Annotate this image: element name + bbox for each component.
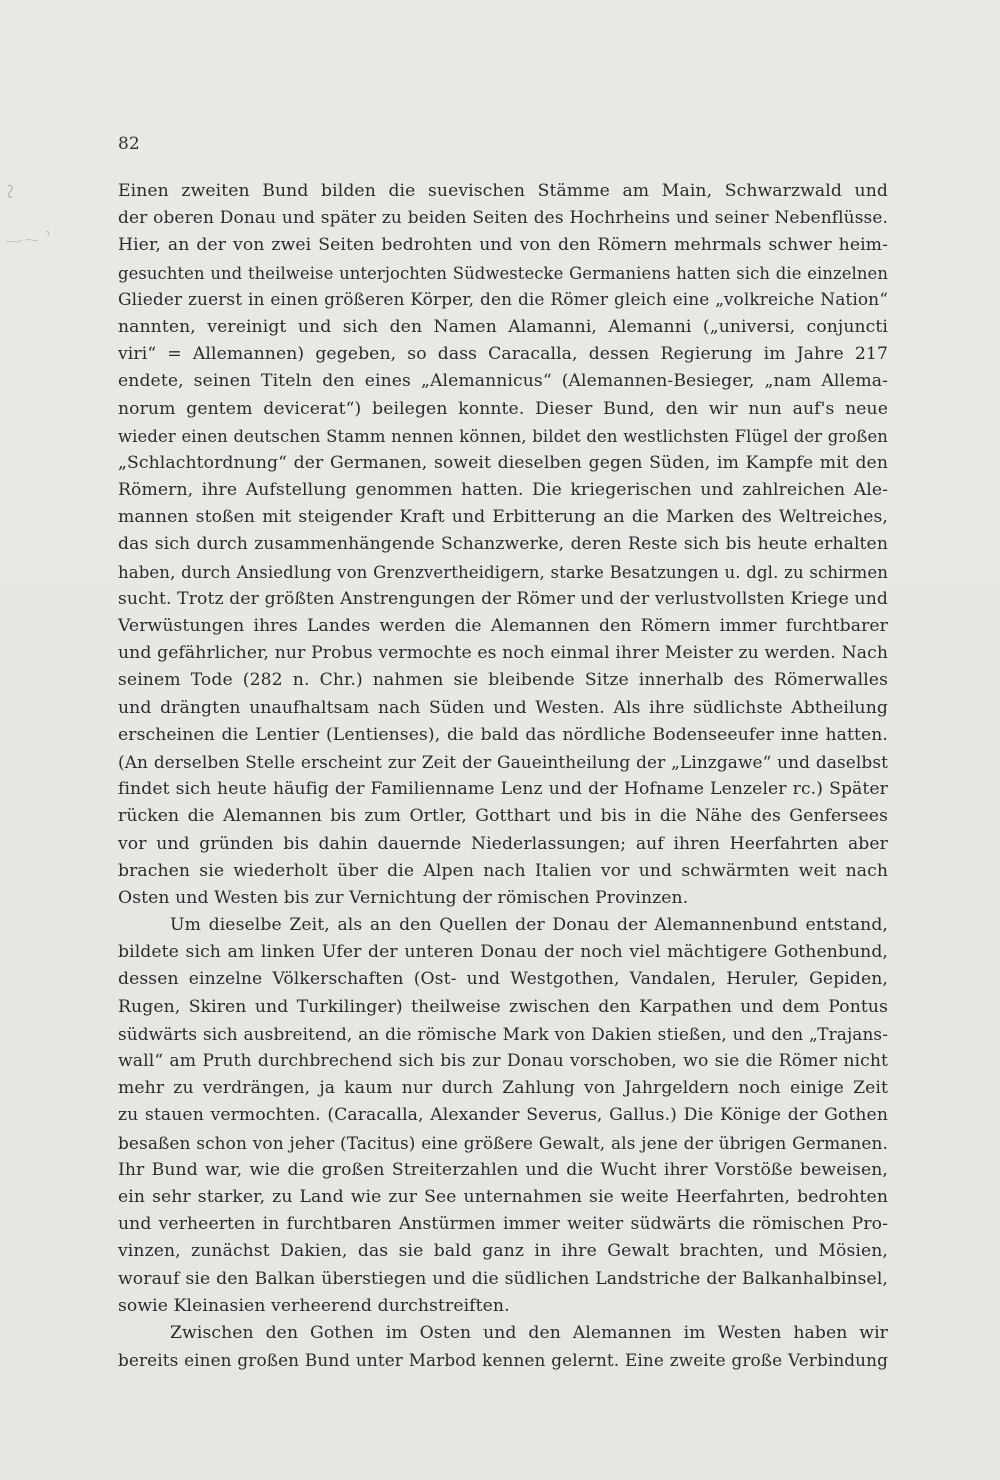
paragraph: [118, 912, 888, 1320]
text-line: Rugen, Skiren und Turkilinger) theilweise zwischen den Karpathen und dem Pontus: [118, 996, 888, 1017]
text-line: Glieder zuerst in einen größeren Körper, den die Römer gleich eine „volkreiche Nation“: [118, 289, 888, 310]
text-line: vinzen, zunächst Dakien, das sie bald ganz in ihre Gewalt brachten, und Mösien,: [118, 1241, 888, 1262]
text-line: Zwischen den Gothen im Osten und den Alemannen im Westen haben wir: [170, 1322, 888, 1343]
text-line: Römern, ihre Aufstellung genommen hatten. Die kriegerischen und zahlreichen Ale-: [118, 480, 888, 501]
text-line: findet sich heute häufig der Familienname Lenz und der Hofname Lenzeler rc.) Später: [118, 779, 888, 800]
text-line: (An derselben Stelle erscheint zur Zeit der Gaueintheilung der „Linzgawe“ und daselbst: [118, 751, 888, 772]
text-line: mannen stoßen mit steigender Kraft und Erbitterung an die Marken des Weltreiches,: [118, 507, 888, 528]
text-line: und drängten unaufhaltsam nach Süden und Westen. Als ihre südlichste Abtheilung: [118, 697, 888, 718]
text-line: „Schlachtordnung“ der Germanen, soweit dieselben gegen Süden, im Kampfe mit den: [118, 452, 888, 473]
text-line: Hier, an der von zwei Seiten bedrohten und von den Römern mehrmals schwer heim-: [118, 235, 888, 256]
text-line: wieder einen deutschen Stamm nennen können, bildet den westlichsten Flügel der großen: [118, 426, 888, 446]
text-line: sowie Kleinasien verheerend durchstreiften.: [118, 1295, 510, 1316]
text-line: Um dieselbe Zeit, als an den Quellen der Donau der Alemannenbund entstand,: [170, 915, 888, 936]
text-line: das sich durch zusammenhängende Schanzwerke, deren Reste sich bis heute erhalten: [118, 534, 888, 555]
text-line: seinem Tode (282 n. Chr.) nahmen sie bleibende Sitze innerhalb des Römerwalles: [118, 670, 888, 691]
paragraph: [118, 1320, 888, 1374]
text-line: norum gentem devicerat“) beilegen konnte. Dieser Bund, den wir nun auf's neue: [118, 398, 888, 419]
text-line: bildete sich am linken Ufer der unteren Donau der noch viel mächtigere Gothenbund,: [118, 942, 888, 963]
text-line: worauf sie den Balkan überstiegen und die südlichen Landstriche der Balkanhalbinsel,: [118, 1268, 888, 1289]
text-line: haben, durch Ansiedlung von Grenzvertheidigern, starke Besatzungen u. dgl. zu schirmen: [118, 562, 888, 582]
text-line: erscheinen die Lentier (Lentienses), die bald das nördliche Bodenseeufer inne hatten.: [118, 724, 888, 745]
text-line: rücken die Alemannen bis zum Ortler, Gotthart und bis in die Nähe des Genfersees: [118, 806, 888, 827]
text-line: mehr zu verdrängen, ja kaum nur durch Zahlung von Jahrgeldern noch einige Zeit: [118, 1078, 888, 1099]
text-line: zu stauen vermochten. (Caracalla, Alexander Severus, Gallus.) Die Könige der Gothen: [118, 1105, 888, 1126]
paragraph: [118, 178, 888, 912]
text-line: Verwüstungen ihres Landes werden die Alemannen den Römern immer furchtbarer: [118, 616, 888, 636]
text-line: Osten und Westen bis zur Vernichtung der römischen Provinzen.: [118, 887, 689, 908]
text-line: gesuchten und theilweise unterjochten Südwestecke Germaniens hatten sich die einzelnen: [118, 263, 888, 283]
text-line: viri“ = Allemannen) gegeben, so dass Caracalla, dessen Regierung im Jahre 217: [118, 344, 888, 365]
text-line: und gefährlicher, nur Probus vermochte es noch einmal ihrer Meister zu werden. Nach: [118, 643, 888, 664]
text-line: der oberen Donau und später zu beiden Seiten des Hochrheins und seiner Nebenflüsse.: [118, 208, 888, 229]
text-line: ein sehr starker, zu Land wie zur See unternahmen sie weite Heerfahrten, bedrohten: [118, 1186, 888, 1207]
text-line: bereits einen großen Bund unter Marbod kennen gelernt. Eine zweite große Verbindung: [118, 1350, 888, 1371]
body-text: [118, 178, 888, 1374]
text-line: sucht. Trotz der größten Anstrengungen der Römer und der verlustvollsten Kriege und: [118, 588, 888, 609]
text-line: vor und gründen bis dahin dauernde Niederlassungen; auf ihren Heerfahrten aber: [118, 833, 888, 854]
text-line: und verheerten in furchtbaren Anstürmen immer weiter südwärts die römischen Pro-: [118, 1214, 888, 1235]
text-line: wall“ am Pruth durchbrechend sich bis zur Donau vorschoben, wo sie die Römer nicht: [118, 1051, 888, 1071]
text-line: brachen sie wiederholt über die Alpen nach Italien vor und schwärmten weit nach: [118, 860, 888, 881]
text-line: Ihr Bund war, wie die großen Streiterzahlen und die Wucht ihrer Vorstöße beweisen,: [118, 1159, 888, 1180]
text-line: südwärts sich ausbreitend, an die römische Mark von Dakien stießen, und den „Trajans-: [118, 1023, 888, 1044]
text-line: Einen zweiten Bund bilden die suevischen Stämme am Main, Schwarzwald und: [118, 181, 888, 201]
text-line: dessen einzelne Völkerschaften (Ost- und Westgothen, Vandalen, Heruler, Gepiden,: [118, 969, 888, 990]
text-line: besaßen schon von jeher (Tacitus) eine größere Gewalt, als jene der übrigen Germanen.: [118, 1132, 888, 1153]
text-line: endete, seinen Titeln den eines „Alemannicus“ (Alemannen-Besieger, „nam Allema-: [118, 371, 888, 392]
margin-pencil-marks: [2, 180, 62, 250]
page-number: 82: [118, 134, 140, 154]
text-line: nannten, vereinigt und sich den Namen Alamanni, Alemanni („universi, conjuncti: [118, 316, 888, 337]
